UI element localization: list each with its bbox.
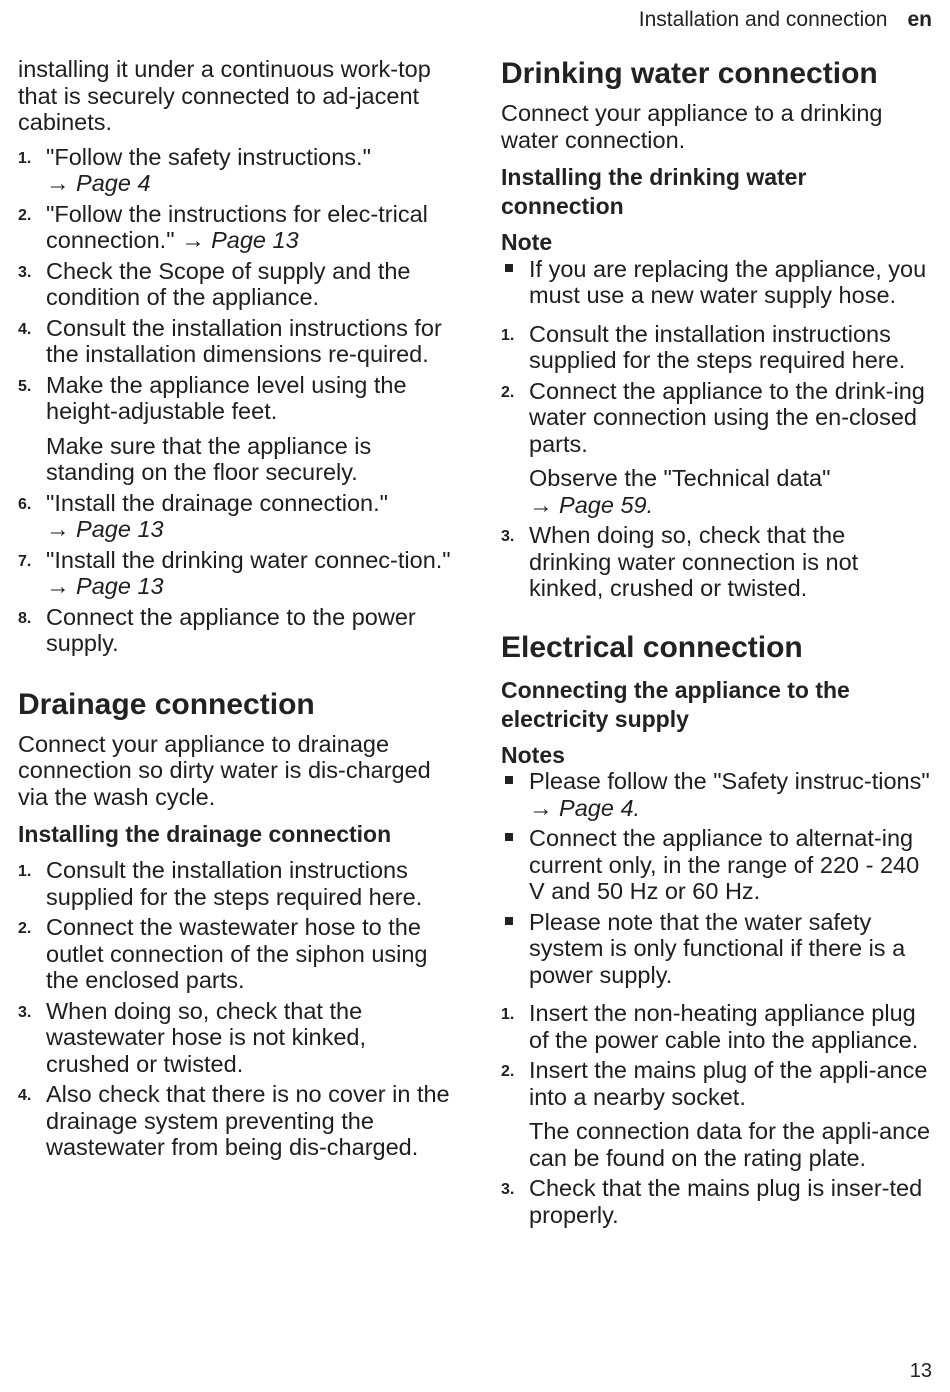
page-reference[interactable]: → Page 4. (529, 794, 641, 821)
step-text: Connect the appliance to the power supply. (46, 603, 416, 656)
electrical-heading: Electrical connection (501, 630, 803, 664)
step-text: "Follow the instructions for elec-trical connection." (46, 200, 428, 253)
step-text: Connect the wastewater hose to the outlet connection of the siphon using the enclosed parts. (46, 914, 428, 993)
note-text: Connect the appliance to alternat-ing current only, in the range of 220 - 240 V and 50 Hz or 60 Hz. (529, 825, 920, 904)
step (18, 604, 454, 657)
drinking-water-subheading: Installing the drinking water connection (501, 164, 807, 219)
intro-paragraph: installing it under a continuous work-top that is securely connected to ad-jacent cabinets. (18, 56, 431, 135)
step-text: Consult the installation instructions supplied for the steps required here. (529, 320, 906, 373)
language-code: en (907, 8, 932, 31)
step-number: 2. (501, 1063, 515, 1080)
bullet-square-icon (505, 776, 513, 784)
drainage-subheading: Installing the drainage connection (18, 821, 392, 847)
step-number: 3. (501, 528, 515, 545)
step-number: 8. (18, 609, 32, 627)
step-text: When doing so, check that the wastewater hose is not kinked, crushed or twisted. (46, 997, 367, 1077)
step (18, 201, 454, 254)
step-number: 1. (18, 149, 32, 167)
step-number: 2. (501, 383, 515, 401)
step-note-text: Observe the "Technical data" (529, 465, 831, 491)
step-number: 7. (18, 552, 32, 570)
page-reference[interactable]: → Page 13 (46, 573, 164, 599)
step (18, 144, 454, 197)
bullet-square-icon (505, 264, 513, 272)
step (18, 490, 454, 543)
step (18, 998, 454, 1078)
step-number: 6. (18, 495, 32, 513)
page-reference[interactable]: → Page 13 (46, 516, 164, 542)
step-text: Check that the mains plug is inser-ted properly. (529, 1175, 923, 1228)
step-number: 5. (18, 377, 32, 395)
step-text: Connect the appliance to the drink-ing water connection using the en-closed parts. (529, 377, 925, 457)
left-column (18, 56, 454, 1165)
step-text: When doing so, check that the drinking water connection is not kinked, crushed or twisted. (529, 522, 859, 601)
step-text: "Install the drinking water connec-tion." (46, 546, 451, 573)
note-text: If you are replacing the appliance, you must use a new water supply hose. (529, 255, 927, 308)
step-text: Insert the mains plug of the appli-ance into a nearby socket. (529, 1057, 928, 1110)
step (501, 378, 931, 458)
step-text: Consult the installation instructions supplied for the steps required here. (46, 857, 423, 910)
step-number: 2. (18, 206, 32, 224)
drinking-water-intro: Connect your appliance to a drinking water connection. (501, 100, 883, 153)
step (18, 857, 454, 910)
step-number: 1. (501, 326, 515, 344)
step (18, 914, 454, 994)
step-text: Insert the non-heating appliance plug of the power cable into the appliance. (529, 1000, 919, 1053)
step (501, 321, 931, 374)
note-label: Note (501, 229, 553, 255)
drinking-water-heading: Drinking water connection (501, 57, 878, 90)
note-item (501, 825, 931, 905)
electrical-subheading: Connecting the appliance to the electricity supply (501, 676, 850, 732)
note-text: Please note that the water safety system is only functional if there is a power supply. (529, 908, 906, 988)
step-number: 1. (18, 863, 32, 880)
bullet-square-icon (505, 833, 513, 841)
step-text: Make the appliance level using the height-adjustable feet. (46, 371, 407, 424)
page-reference[interactable]: → Page 59. (529, 491, 654, 518)
note-item (501, 256, 931, 309)
page-reference[interactable]: → Page 13 (181, 227, 299, 253)
section-title: Installation and connection (638, 8, 888, 31)
note-item (501, 768, 931, 821)
step-number: 3. (501, 1181, 515, 1198)
step (501, 522, 931, 602)
step-number: 3. (18, 1003, 32, 1021)
note-text: Please follow the "Safety instruc-tions" (529, 768, 930, 794)
note-item (501, 909, 931, 989)
step-text: Check the Scope of supply and the condition of the appliance. (46, 257, 411, 310)
step-number: 1. (501, 1006, 515, 1023)
step (501, 1000, 931, 1053)
step-text: Also check that there is no cover in the drainage system preventing the wastewater from being dis-charged. (46, 1081, 450, 1160)
step-note (501, 465, 931, 518)
bullet-square-icon (505, 917, 513, 925)
running-header (639, 8, 932, 32)
step-text: "Follow the safety instructions." (46, 143, 371, 170)
step (18, 547, 454, 600)
notes-label: Notes (501, 741, 565, 768)
step-number: 2. (18, 920, 32, 937)
step-note: The connection data for the appli-ance can be found on the rating plate. (529, 1118, 931, 1171)
step-text: Consult the installation instructions for the installation dimensions re-quired. (46, 314, 442, 367)
page-number: 13 (909, 1360, 932, 1382)
step (18, 258, 454, 311)
page-reference[interactable]: → Page 4 (46, 170, 151, 196)
right-column (501, 56, 931, 1232)
step-note: Make sure that the appliance is standing on the floor securely. (46, 432, 372, 485)
drainage-heading: Drainage connection (18, 687, 315, 721)
step-text: "Install the drainage connection." (46, 489, 388, 516)
step-number: 4. (18, 1087, 32, 1104)
step (18, 315, 454, 368)
step (18, 372, 454, 425)
drainage-intro: Connect your appliance to drainage connection so dirty water is dis-charged via the wash cycle. (18, 730, 431, 810)
step (18, 1081, 454, 1161)
step-number: 4. (18, 320, 32, 338)
step (501, 1175, 931, 1228)
step-number: 3. (18, 263, 32, 281)
step (501, 1057, 931, 1110)
